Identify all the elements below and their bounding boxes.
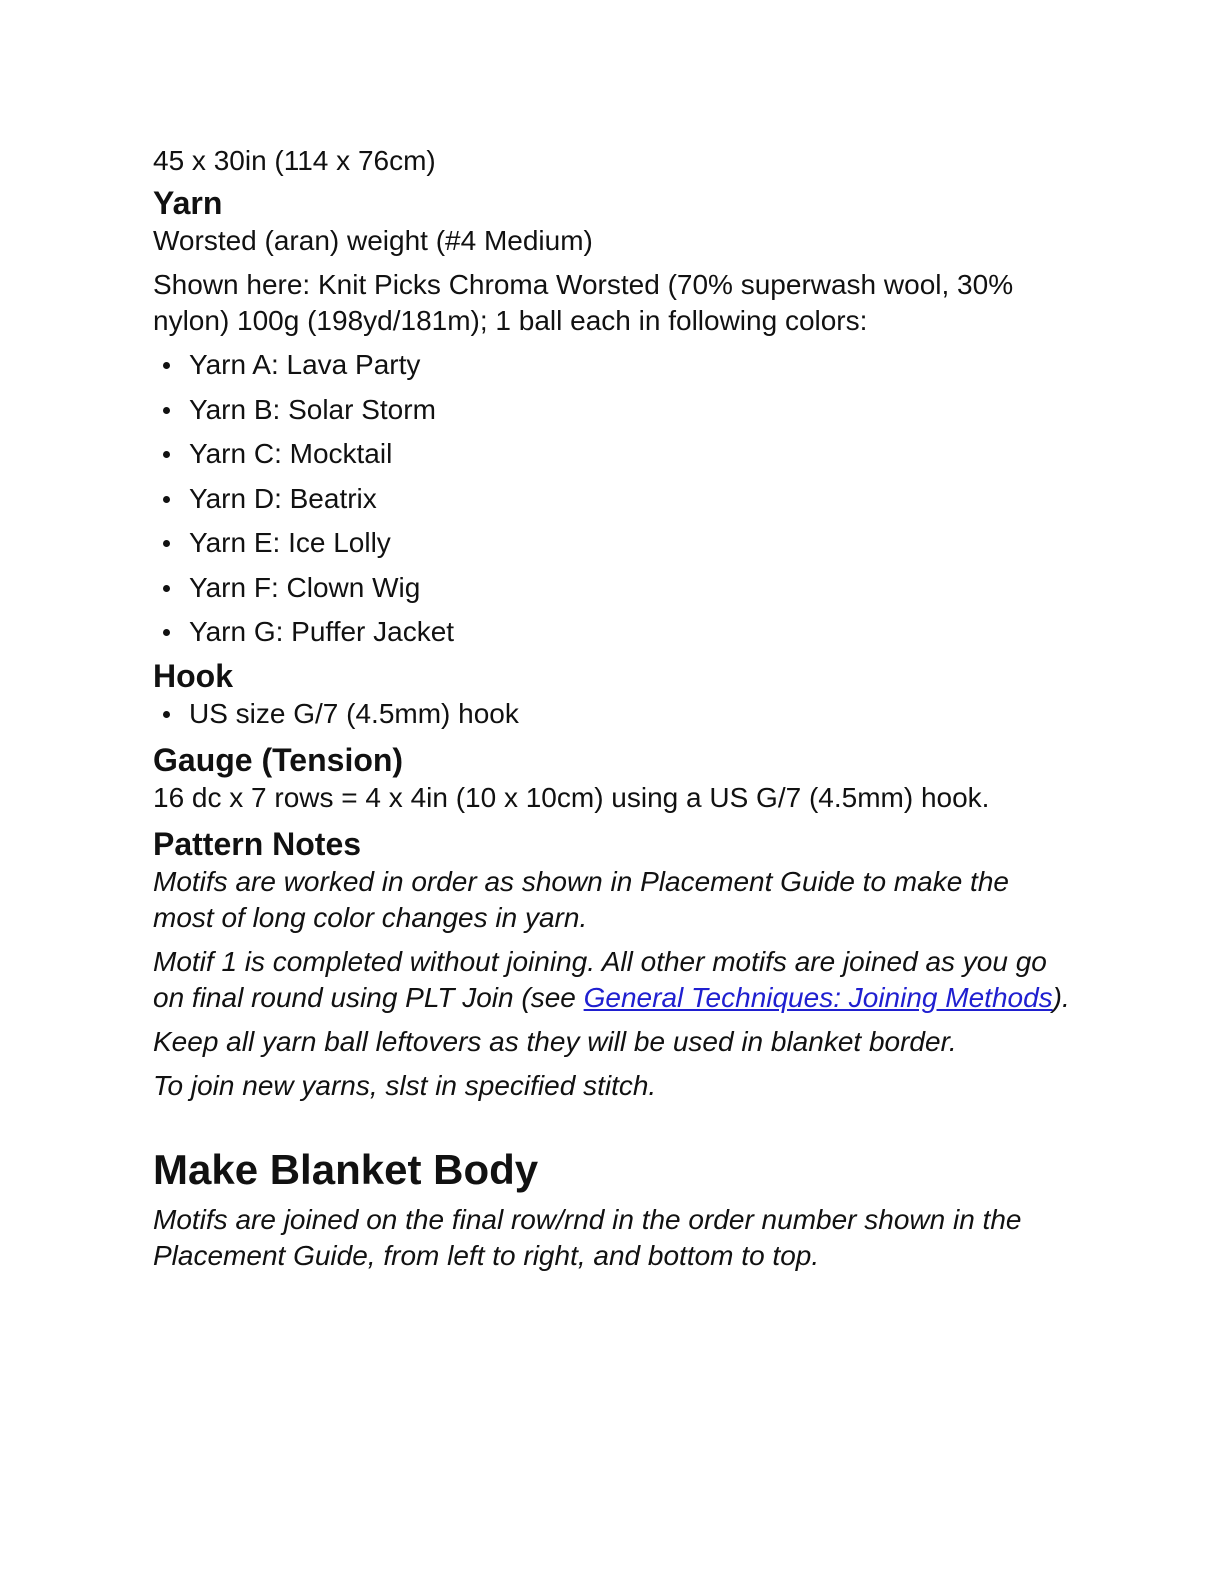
pattern-note-leftovers: Keep all yarn ball leftovers as they will be used in blanket border. xyxy=(153,1026,957,1057)
yarn-color-label: Yarn F: Clown Wig xyxy=(189,571,421,603)
pattern-notes-heading: Pattern Notes xyxy=(153,826,362,862)
pattern-note-join-yarns: To join new yarns, slst in specified stitch. xyxy=(153,1070,657,1101)
yarn-heading: Yarn xyxy=(153,185,223,221)
yarn-color-list xyxy=(153,347,1073,650)
blanket-body-text: Motifs are joined on the final row/rnd in the order number shown in the Placement Guide, from left to right, and bottom to top. xyxy=(153,1204,1022,1271)
yarn-weight: Worsted (aran) weight (#4 Medium) xyxy=(153,225,593,256)
bullet-icon xyxy=(163,540,170,547)
list-item xyxy=(153,347,1073,383)
joining-methods-link[interactable]: General Techniques: Joining Methods xyxy=(583,982,1053,1013)
hook-list xyxy=(153,696,1073,732)
yarn-color-label: Yarn D: Beatrix xyxy=(189,482,377,514)
list-item xyxy=(153,436,1073,472)
list-item xyxy=(153,696,1073,732)
pattern-note-joining xyxy=(153,944,1073,1016)
pattern-note-joining-end: ). xyxy=(1052,982,1070,1013)
pattern-content xyxy=(153,143,1073,1274)
bullet-icon xyxy=(163,629,170,636)
pattern-note-order: Motifs are worked in order as shown in Placement Guide to make the most of long color changes in yarn. xyxy=(153,866,1009,933)
list-item xyxy=(153,570,1073,606)
bullet-icon xyxy=(163,496,170,503)
blanket-body-heading: Make Blanket Body xyxy=(153,1146,539,1193)
list-item xyxy=(153,614,1073,650)
gauge-text: 16 dc x 7 rows = 4 x 4in (10 x 10cm) using a US G/7 (4.5mm) hook. xyxy=(153,782,990,813)
bullet-icon xyxy=(163,407,170,414)
bullet-icon xyxy=(163,362,170,369)
gauge-heading: Gauge (Tension) xyxy=(153,742,404,778)
bullet-icon xyxy=(163,451,170,458)
list-item xyxy=(153,525,1073,561)
yarn-color-label: Yarn A: Lava Party xyxy=(189,349,421,380)
yarn-color-label: Yarn C: Mocktail xyxy=(189,438,393,469)
bullet-icon xyxy=(163,585,170,592)
yarn-color-label: Yarn E: Ice Lolly xyxy=(189,527,391,558)
hook-heading: Hook xyxy=(153,658,233,694)
pattern-note-joining-text: Motif 1 is completed without joining. All other motifs are joined as you go on final round using PLT Join (see xyxy=(153,946,1047,1013)
list-item xyxy=(153,481,1073,517)
yarn-color-label: Yarn B: Solar Storm xyxy=(189,393,436,425)
yarn-color-label: Yarn G: Puffer Jacket xyxy=(189,616,455,647)
hook-size-label: US size G/7 (4.5mm) hook xyxy=(189,698,519,729)
list-item xyxy=(153,392,1073,428)
yarn-shown-here: Shown here: Knit Picks Chroma Worsted (70% superwash wool, 30% nylon) 100g (198yd/181m); 1 ball each in following colors: xyxy=(153,269,1014,336)
finished-size: 45 x 30in (114 x 76cm) xyxy=(153,145,436,176)
bullet-icon xyxy=(163,711,170,718)
